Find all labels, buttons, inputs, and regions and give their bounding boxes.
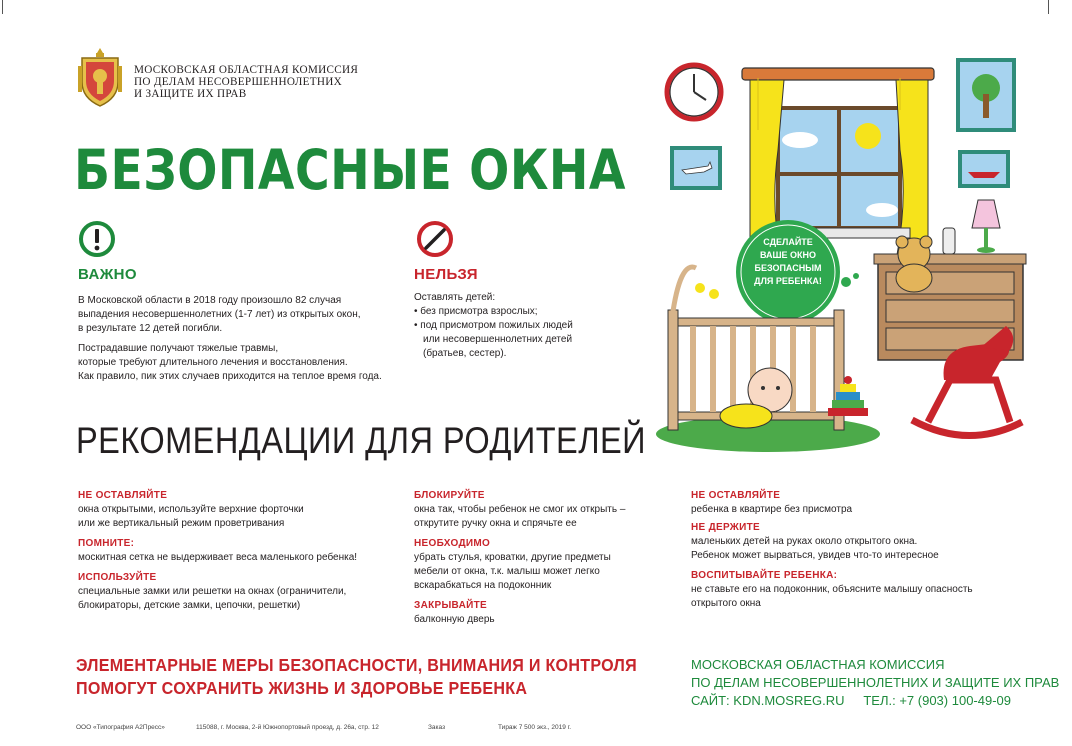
prohibited-icon <box>416 220 454 258</box>
contacts-line-1: МОСКОВСКАЯ ОБЛАСТНАЯ КОМИССИЯ <box>691 657 945 672</box>
bubble-line: ВАШЕ ОКНО <box>759 250 817 260</box>
rec-heading: ПОМНИТЕ: <box>78 538 135 549</box>
bubble-text <box>738 236 838 288</box>
bottom-slogan <box>76 654 637 700</box>
rec-text: ребенка в квартире без присмотра <box>691 504 853 515</box>
footer-printer: ООО «Типография А2Пресс» <box>76 724 165 731</box>
rec-text: москитная сетка не выдерживает веса маленького ребенка! <box>78 552 358 563</box>
contacts-line-2: ПО ДЕЛАМ НЕСОВЕРШЕННОЛЕТНИХ И ЗАЩИТЕ ИХ ПРАВ <box>691 675 1060 690</box>
rec-text: балконную дверь <box>414 614 495 625</box>
rec-text: блокираторы, детские замки, цепочки, решетки) <box>78 600 301 611</box>
exclamation-icon <box>78 220 116 258</box>
rec-text: или же вертикальный режим проветривания <box>78 518 285 529</box>
recommendations-column-1 <box>78 485 357 613</box>
rec-text: маленьких детей на руках около открытого окна. <box>691 536 918 547</box>
org-line-3: И ЗАЩИТЕ ИХ ПРАВ <box>134 88 247 100</box>
teddy-bear-icon <box>896 236 932 292</box>
recommendations-column-3 <box>691 485 973 611</box>
rec-text: окна так, чтобы ребенок не смог их открыть – <box>414 504 626 515</box>
coat-of-arms-logo <box>76 46 124 108</box>
forbidden-line: (братьев, сестер). <box>423 348 507 359</box>
rec-text: специальные замки или решетки на окнах (ограничители, <box>78 586 347 597</box>
wall-clock-icon <box>667 65 721 119</box>
bubble-line: БЕЗОПАСНЫМ <box>754 263 822 273</box>
bubble-line: СДЕЛАЙТЕ <box>763 237 813 247</box>
rec-text: Ребенок может вырваться, увидев что-то интересное <box>691 550 939 561</box>
tree-picture-icon <box>958 60 1014 130</box>
footer-address: 115088, г. Москва, 2-й Южнопортовый проезд, д. 26а, стр. 12 <box>196 724 379 731</box>
rec-text: вскарабкаться на подоконник <box>414 580 552 591</box>
crop-mark-right <box>1048 0 1060 14</box>
recommendations-title: РЕКОМЕНДАЦИИ ДЛЯ РОДИТЕЛЕЙ <box>76 420 647 461</box>
forbidden-heading: НЕЛЬЗЯ <box>414 266 478 283</box>
important-line: Как правило, пик этих случаев приходится на теплое время года. <box>78 371 382 382</box>
forbidden-line: • без присмотра взрослых; <box>414 306 538 317</box>
slogan-line-2: ПОМОГУТ СОХРАНИТЬ ЖИЗНЬ И ЗДОРОВЬЕ РЕБЕНКА <box>76 678 528 698</box>
important-heading: ВАЖНО <box>78 266 137 283</box>
contacts-phone[interactable]: ТЕЛ.: +7 (903) 100-49-09 <box>863 693 1011 708</box>
important-line: в результате 12 детей погибли. <box>78 323 223 334</box>
org-line-2: ПО ДЕЛАМ НЕСОВЕРШЕННОЛЕТНИХ <box>134 76 343 88</box>
important-line: выпадения несовершеннолетних (1-7 лет) из открытых окон, <box>78 309 361 320</box>
rec-text: мебели от окна, т.к. малыш может легко <box>414 566 600 577</box>
rec-text: убрать стулья, кроватки, другие предметы <box>414 552 611 563</box>
rec-text: не ставьте его на подоконник, объясните малышу опасность <box>691 584 973 595</box>
important-text <box>78 294 382 390</box>
crop-mark-left <box>2 0 14 14</box>
contacts-block <box>691 656 1059 710</box>
organization-name <box>134 64 358 100</box>
important-line: В Московской области в 2018 году произошло 82 случая <box>78 295 342 306</box>
forbidden-line: или несовершеннолетних детей <box>423 334 573 345</box>
rec-text: открутите ручку окна и спрячьте ее <box>414 518 577 529</box>
rec-heading: ВОСПИТЫВАЙТЕ РЕБЕНКА: <box>691 570 838 581</box>
page-title: БЕЗОПАСНЫЕ ОКНА <box>74 138 626 202</box>
rec-heading: ИСПОЛЬЗУЙТЕ <box>78 572 157 583</box>
bubble-line: ДЛЯ РЕБЕНКА! <box>754 276 822 286</box>
contacts-site[interactable]: САЙТ: KDN.MOSREG.RU <box>691 693 845 708</box>
footer-order: Заказ <box>428 724 446 731</box>
rec-heading: НЕОБХОДИМО <box>414 538 491 549</box>
airplane-picture-icon <box>672 148 720 188</box>
rec-text: открытого окна <box>691 598 761 609</box>
rec-heading: ЗАКРЫВАЙТЕ <box>414 600 487 611</box>
boat-picture-icon <box>960 152 1008 186</box>
rec-heading: БЛОКИРУЙТЕ <box>414 490 485 501</box>
nursery-illustration <box>650 50 1030 460</box>
forbidden-line: • под присмотром пожилых людей <box>414 320 573 331</box>
org-line-1: МОСКОВСКАЯ ОБЛАСТНАЯ КОМИССИЯ <box>134 64 359 76</box>
rec-text: окна открытыми, используйте верхние форточки <box>78 504 304 515</box>
footer-run: Тираж 7 500 экз., 2019 г. <box>498 724 572 731</box>
forbidden-text <box>414 291 573 361</box>
important-line: которые требуют длительного лечения и восстановления. <box>78 357 348 368</box>
slogan-line-1: ЭЛЕМЕНТАРНЫЕ МЕРЫ БЕЗОПАСНОСТИ, ВНИМАНИЯ И КОНТРОЛЯ <box>76 655 637 675</box>
rec-heading: НЕ ОСТАВЛЯЙТЕ <box>78 490 168 501</box>
important-line: Пострадавшие получают тяжелые травмы, <box>78 343 279 354</box>
recommendations-column-2 <box>414 485 625 627</box>
rec-heading: НЕ ДЕРЖИТЕ <box>691 522 761 533</box>
rec-heading: НЕ ОСТАВЛЯЙТЕ <box>691 490 781 501</box>
forbidden-line: Оставлять детей: <box>414 292 496 303</box>
lamp-icon <box>972 200 1000 253</box>
